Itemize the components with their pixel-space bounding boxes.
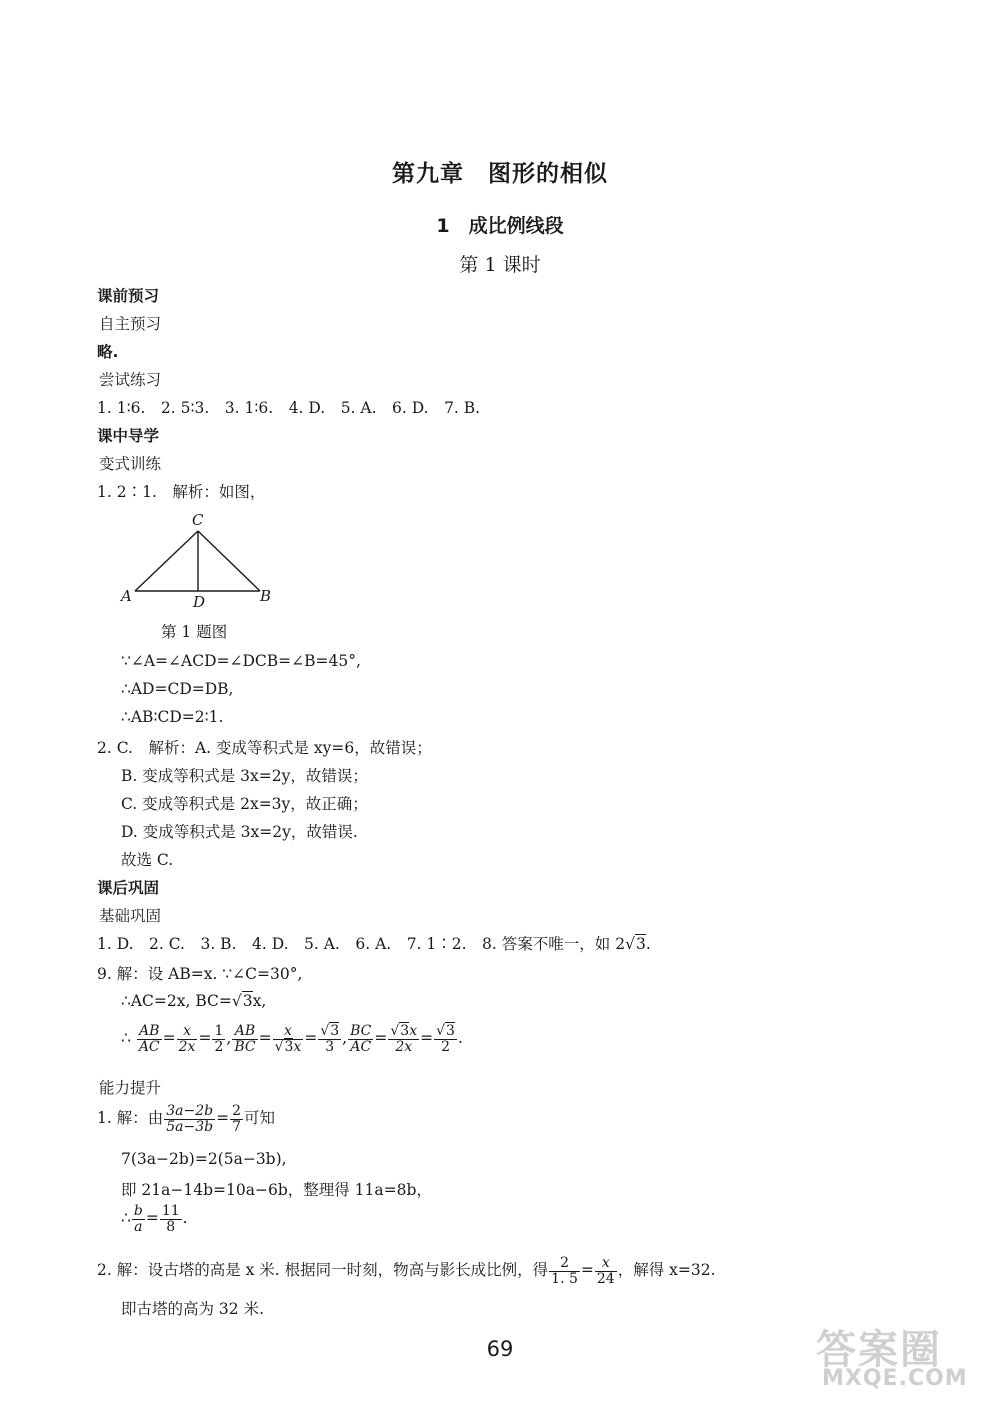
a1-line-3: 即 21a−14b=10a−6b，整理得 11a=8b， [121,1181,432,1199]
heading-preview: 课前预习 [97,287,160,305]
a2-prefix: 2. 解：设古塔的高是 x 米. 根据同一时刻，物高与影长成比例，得 [97,1261,549,1280]
triangle-figure [115,505,285,615]
label-b: B [260,587,272,605]
fraction-2-7 [230,1104,243,1134]
denominator: 2x [395,1038,413,1055]
q1-step-1: ∵∠A=∠ACD=∠DCB=∠B=45°, [121,652,361,670]
q1-answer-line: 1. 2∶1. 解析：如图， [97,483,266,501]
fraction-sqrt3-2 [434,1024,457,1054]
fraction-ab-bc [232,1024,257,1054]
watermark-url: MXQE.COM [822,1366,968,1391]
comma: , [226,1029,232,1048]
numerator: AB [137,1024,162,1040]
denominator: 2 [214,1038,224,1055]
numerator: x [595,1256,617,1272]
denominator: 2x [178,1038,196,1055]
fraction-11-8 [160,1204,182,1234]
basic-answers-text: 1. D. 2. C. 3. B. 4. D. 5. A. 6. A. 7. 1∶2. 8. 答案不唯一，如 2 [97,935,626,953]
a1-line-4-prefix: ∴ [121,1209,131,1228]
denominator: 24 [596,1270,615,1287]
heading-in-class: 课中导学 [97,427,160,445]
side-cb [198,531,260,591]
fraction-bc-ac [348,1024,373,1054]
numerator: AB [232,1024,257,1040]
radicand: 3 [446,1023,455,1039]
equals: = [580,1261,594,1280]
fraction-b-a [132,1204,145,1234]
sqrt-symbol: √ [231,992,242,1010]
label-d: D [193,593,206,611]
denominator: 8 [166,1218,176,1235]
q9-line-2-radicand: 3 [242,992,253,1010]
denominator: 2 [441,1038,450,1055]
basic-answers [97,932,651,954]
fraction-2-1point5 [549,1256,580,1286]
numerator [318,1024,341,1040]
label-variant-training: 变式训练 [99,455,162,473]
page-number: 69 [486,1337,514,1361]
equals: = [145,1209,159,1228]
q9-line-2 [121,992,266,1010]
a1-line-2: 7(3a−2b)=2(5a−3b), [121,1150,287,1168]
fraction-sqrt3-3 [318,1024,341,1054]
figure-caption: 第 1 题图 [161,623,228,641]
a2-line-2: 即古塔的高为 32 米. [121,1300,265,1318]
q2-line-2: B. 变成等积式是 3x=2y，故错误； [121,767,368,785]
period: . [457,1029,463,1048]
radicand: 3 [400,1023,410,1039]
fraction-x-24 [595,1256,617,1286]
q9-prefix: ∴ [121,1029,131,1048]
q9-line-2-a: ∴AC=2x, BC= [121,992,232,1010]
denominator: a [134,1218,143,1235]
heading-after-class: 课后巩固 [97,879,160,897]
numerator: 2 [549,1256,580,1272]
chapter-title: 第九章 图形的相似 [392,161,608,187]
section-title: 1 成比例线段 [436,215,564,237]
fraction-ab-ac [137,1024,162,1054]
denominator [273,1040,304,1055]
q2-line-3: C. 变成等积式是 2x=3y，故正确； [121,795,368,813]
q2-line-1: 2. C. 解析：A. 变成等积式是 xy=6，故错误； [97,739,432,757]
numerator [388,1024,419,1040]
numerator: 1 [214,1023,224,1039]
numerator: 2 [232,1103,241,1119]
radicand: 3 [330,1023,340,1039]
label-a: A [121,587,132,605]
equals: = [420,1029,434,1048]
a2-line-1 [97,1256,716,1286]
fraction-1-2 [212,1024,225,1054]
numerator [434,1024,457,1040]
q9-line-3 [121,1024,463,1054]
a2-suffix: ，解得 x=32. [617,1261,716,1280]
watermark-text: 答案圈 [816,1327,942,1373]
denominator: AC [350,1038,372,1055]
q9-line-1: 9. 解：设 AB=x. ∵∠C=30°, [97,965,303,983]
equals: = [258,1029,272,1048]
a1-line-4 [121,1204,188,1234]
label-ability-improvement: 能力提升 [99,1079,162,1097]
side-ac [135,531,198,591]
basic-answer-end: . [645,935,651,953]
lesson-title: 第 1 课时 [459,254,541,276]
q2-line-4: D. 变成等积式是 3x=2y，故错误. [121,823,358,841]
label-try-practice: 尝试练习 [99,371,162,389]
a1-prefix: 1. 解：由 [97,1109,164,1128]
q1-step-3: ∴AB∶CD=2∶1. [121,708,224,726]
self-study-answer: 略. [97,343,119,361]
a1-line-1 [97,1104,275,1134]
numerator: 11 [161,1203,180,1219]
numerator: b [133,1203,143,1219]
numerator: BC [350,1023,372,1039]
variable: x [293,1038,302,1055]
numerator: 3a−2b [166,1103,214,1119]
sqrt-symbol: √ [320,1023,330,1039]
denominator: BC [234,1038,256,1055]
variable: x [409,1023,418,1039]
equals: = [304,1029,318,1048]
label-self-study: 自主预习 [99,315,162,333]
label-c: C [192,511,204,529]
comma: , [342,1029,348,1048]
label-basic-consolidation: 基础巩固 [99,907,162,925]
watermark-logo [816,1318,994,1400]
denominator: 5a−3b [166,1118,214,1135]
fraction-x-sqrt3x [273,1024,304,1054]
a1-suffix: 可知 [244,1109,276,1128]
denominator: 3 [325,1038,335,1055]
try-practice-answers: 1. 1∶6. 2. 5∶3. 3. 1∶6. 4. D. 5. A. 6. D. 7. B. [97,399,481,417]
sqrt-symbol: √ [625,935,635,953]
denominator: 7 [232,1118,241,1135]
sqrt-symbol: √ [274,1038,284,1055]
radicand: 3 [284,1038,294,1055]
equals: = [374,1029,388,1048]
denominator: 1. 5 [551,1270,578,1287]
equals: = [162,1029,176,1048]
numerator: x [273,1024,304,1040]
q9-line-2-b: x, [252,992,267,1010]
denominator: AC [138,1038,160,1055]
sqrt-symbol: √ [436,1023,446,1039]
sqrt-symbol: √ [390,1023,400,1039]
fraction-3a2b-5a3b [164,1104,215,1134]
period: . [182,1209,188,1228]
fraction-x-2x [177,1024,198,1054]
basic-answer-radicand: 3 [635,935,646,953]
q2-line-5: 故选 C. [121,851,174,869]
fraction-sqrt3x-2x [388,1024,419,1054]
q1-step-2: ∴AD=CD=DB, [121,680,234,698]
equals: = [198,1029,212,1048]
equals: = [216,1109,230,1128]
numerator: x [177,1024,198,1040]
